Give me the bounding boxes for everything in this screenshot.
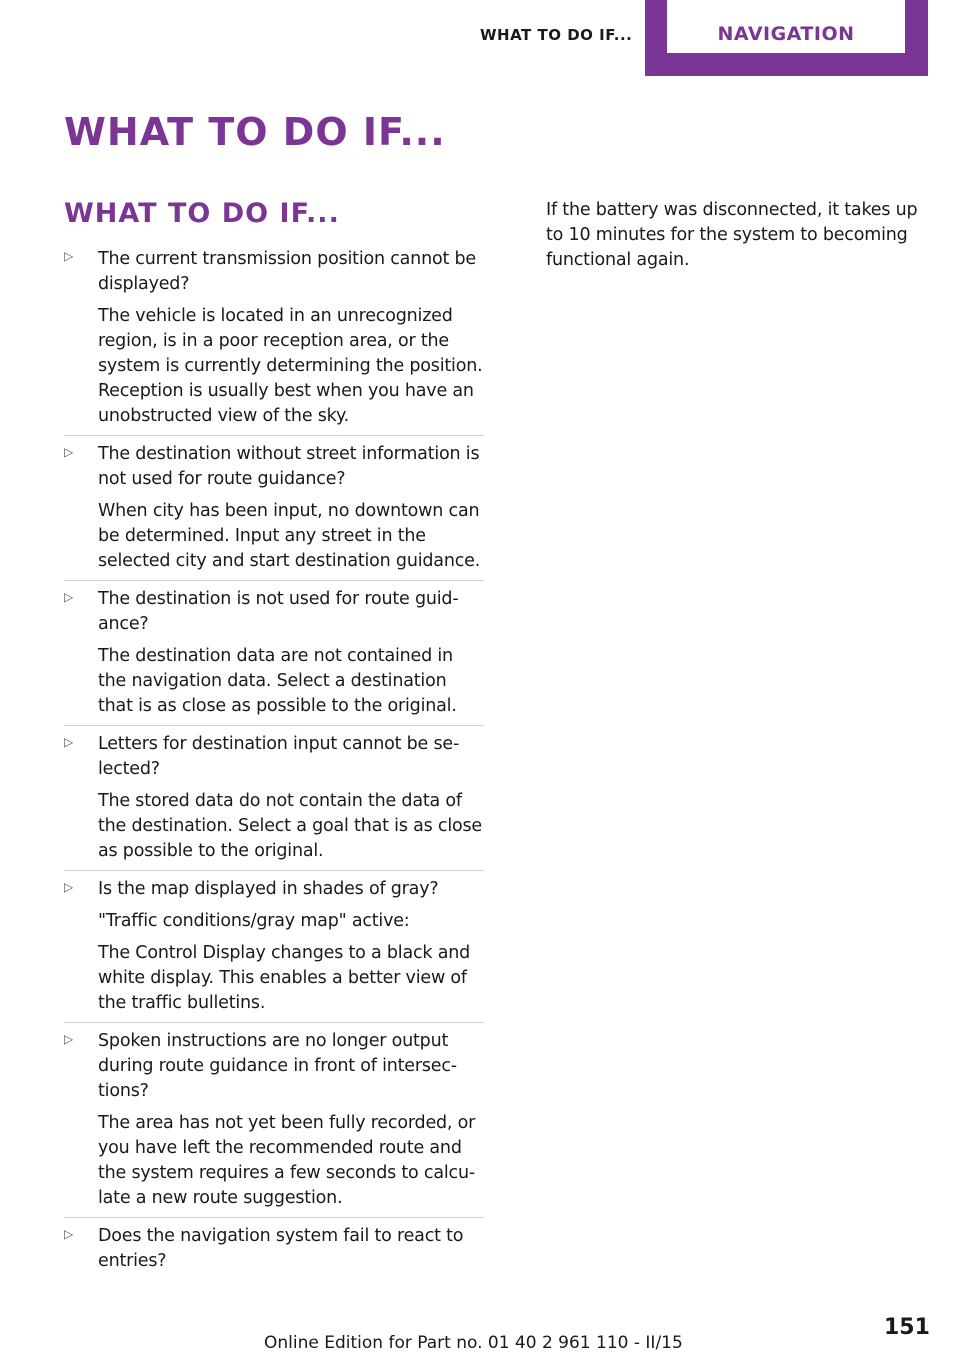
triangle-bullet-icon: ▷ <box>64 1227 74 1241</box>
battery-note: If the battery was disconnected, it takes up to 10 minutes for the system to becoming functional again. <box>546 200 918 270</box>
triangle-bullet-icon: ▷ <box>64 445 74 459</box>
triangle-bullet-icon: ▷ <box>64 590 74 604</box>
footer-edition: Online Edition for Part no. 01 40 2 961 110 - II/15 <box>264 1333 683 1353</box>
faq-item <box>64 870 484 1022</box>
faq-answer: The destination data are not contained in the navigation data. Select a destination that is as close as possible to the original. <box>98 646 457 716</box>
page-title: WHAT TO DO IF... <box>64 110 446 154</box>
header-section-title: WHAT TO DO IF... <box>480 26 633 44</box>
faq-question: The destination without street information is not used for route guidance? <box>98 444 480 489</box>
triangle-bullet-icon: ▷ <box>64 735 74 749</box>
faq-question: Spoken instructions are no longer output during route guidance in front of intersections? <box>98 1031 458 1101</box>
faq-question: Is the map displayed in shades of gray? <box>98 879 439 899</box>
faq-answer: "Traffic conditions/gray map" active: <box>98 911 410 931</box>
faq-item <box>64 1022 484 1217</box>
faq-list <box>64 247 484 1280</box>
faq-question: The destination is not used for route guidance? <box>98 589 459 634</box>
faq-answer: The vehicle is located in an unrecognized region, is in a poor reception area, or the system is currently determining the position. Reception is usually best when you have an unobstructed view of the sky. <box>98 306 483 426</box>
faq-item <box>64 580 484 725</box>
faq-answer: The Control Display changes to a black and white display. This enables a better view of the traffic bulletins. <box>98 943 471 1013</box>
chapter-tab-label: NAVIGATION <box>667 0 905 53</box>
section-title: WHAT TO DO IF... <box>64 198 340 229</box>
faq-item <box>64 247 484 435</box>
faq-question: Does the navigation system fail to react to entries? <box>98 1226 464 1271</box>
faq-answer: The stored data do not contain the data of the destination. Select a goal that is as close as possible to the original. <box>98 791 482 861</box>
triangle-bullet-icon: ▷ <box>64 249 74 263</box>
faq-item <box>64 725 484 870</box>
faq-answer: The area has not yet been fully recorded, or you have left the recommended route and the system requires a few seconds to calculate a new route suggestion. <box>98 1113 476 1208</box>
triangle-bullet-icon: ▷ <box>64 880 74 894</box>
faq-question: Letters for destination input cannot be selected? <box>98 734 460 779</box>
faq-answer: When city has been input, no downtown can be determined. Input any street in the selected city and start destination guidance. <box>98 501 481 571</box>
faq-question: The current transmission position cannot be displayed? <box>98 249 476 294</box>
triangle-bullet-icon: ▷ <box>64 1032 74 1046</box>
page-number: 151 <box>884 1315 930 1340</box>
faq-item <box>64 435 484 580</box>
chapter-tab[interactable] <box>645 0 928 76</box>
faq-item <box>64 1217 484 1280</box>
